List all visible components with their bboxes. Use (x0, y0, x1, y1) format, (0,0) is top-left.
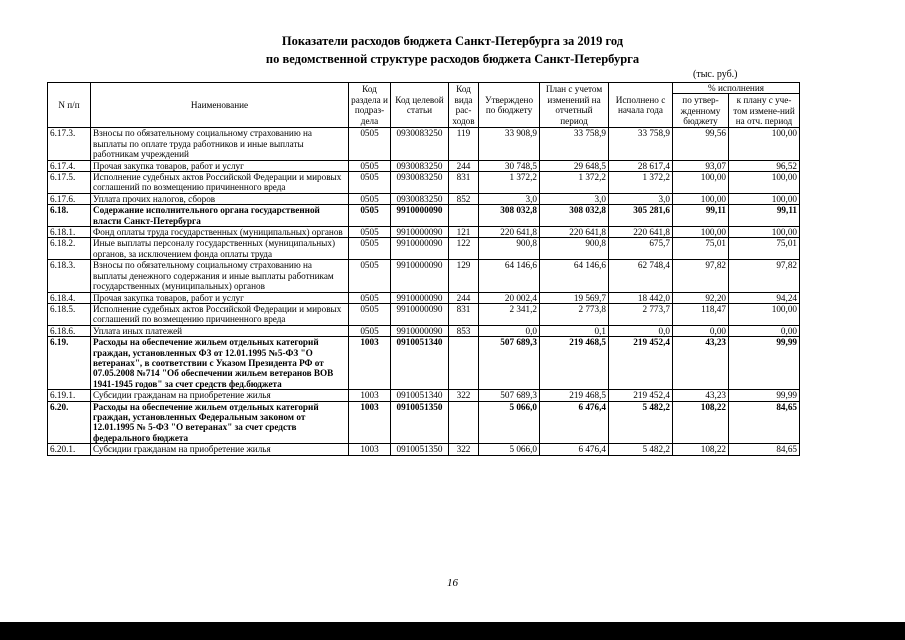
cell-rz: 0505 (349, 227, 391, 238)
cell-rz: 0505 (349, 128, 391, 160)
cell-isp: 1 372,2 (609, 172, 673, 194)
cell-p2: 94,24 (729, 292, 800, 303)
cell-p2: 100,00 (729, 172, 800, 194)
cell-name: Прочая закупка товаров, работ и услуг (91, 292, 349, 303)
cell-name: Уплата прочих налогов, сборов (91, 193, 349, 204)
cell-vr: 322 (449, 444, 479, 455)
cell-cs: 0910051350 (391, 401, 449, 444)
cell-p1: 93,07 (673, 160, 729, 171)
table-row (48, 325, 800, 336)
cell-num: 6.18.5. (48, 303, 91, 325)
cell-p2: 99,99 (729, 390, 800, 401)
cell-name: Взносы по обязательному социальному страхованию на выплаты по оплате труда работников и иные выплаты работникам учреждений (91, 128, 349, 160)
cell-isp: 0,0 (609, 325, 673, 336)
cell-name: Расходы на обеспечение жильем отдельных категорий граждан, установленных Федеральным законом от 12.01.1995 № 5-ФЗ "О ветеранах" за счет средств федерального бюджета (91, 401, 349, 444)
cell-name: Взносы по обязательному социальному страхованию на выплаты денежного содержания и иные выплаты работникам государственных (муниципальных) органов (91, 260, 349, 292)
header-approved: Утверждено по бюджету (479, 83, 540, 128)
cell-p2: 100,00 (729, 303, 800, 325)
cell-cs: 9910000090 (391, 325, 449, 336)
cell-p1: 99,56 (673, 128, 729, 160)
table-row (48, 238, 800, 260)
cell-vr: 119 (449, 128, 479, 160)
header-percent-plan: к плану с уче-том измене-ний на отч. период (729, 94, 800, 128)
cell-isp: 219 452,4 (609, 390, 673, 401)
cell-rz: 0505 (349, 303, 391, 325)
cell-plan: 2 773,8 (540, 303, 609, 325)
cell-vr: 244 (449, 160, 479, 171)
header-name: Наименование (91, 83, 349, 128)
cell-utv: 220 641,8 (479, 227, 540, 238)
cell-p1: 99,11 (673, 205, 729, 227)
units-label: (тыс. руб.) (693, 69, 738, 80)
cell-p1: 43,23 (673, 337, 729, 390)
table-row (48, 337, 800, 390)
cell-p2: 99,99 (729, 337, 800, 390)
cell-utv: 5 066,0 (479, 444, 540, 455)
cell-isp: 219 452,4 (609, 337, 673, 390)
cell-utv: 507 689,3 (479, 390, 540, 401)
cell-p1: 43,23 (673, 390, 729, 401)
cell-utv: 64 146,6 (479, 260, 540, 292)
cell-isp: 305 281,6 (609, 205, 673, 227)
cell-num: 6.20. (48, 401, 91, 444)
header-expense-type: Код вида рас-ходов (449, 83, 479, 128)
cell-rz: 1003 (349, 444, 391, 455)
cell-plan: 220 641,8 (540, 227, 609, 238)
cell-utv: 1 372,2 (479, 172, 540, 194)
cell-cs: 0930083250 (391, 193, 449, 204)
cell-plan: 3,0 (540, 193, 609, 204)
cell-p2: 99,11 (729, 205, 800, 227)
cell-isp: 18 442,0 (609, 292, 673, 303)
cell-plan: 900,8 (540, 238, 609, 260)
cell-plan: 0,1 (540, 325, 609, 336)
cell-num: 6.18. (48, 205, 91, 227)
cell-num: 6.18.1. (48, 227, 91, 238)
cell-vr: 129 (449, 260, 479, 292)
cell-num: 6.19. (48, 337, 91, 390)
cell-p1: 100,00 (673, 227, 729, 238)
cell-vr: 121 (449, 227, 479, 238)
cell-name: Субсидии гражданам на приобретение жилья (91, 390, 349, 401)
cell-num: 6.17.3. (48, 128, 91, 160)
table-row (48, 160, 800, 171)
page-number: 16 (447, 577, 458, 589)
cell-rz: 0505 (349, 325, 391, 336)
table-row (48, 205, 800, 227)
cell-num: 6.18.4. (48, 292, 91, 303)
budget-table (47, 82, 800, 456)
cell-p1: 0,00 (673, 325, 729, 336)
document-subtitle: по ведомственной структуре расходов бюджета Санкт-Петербурга (265, 52, 640, 66)
table-row (48, 401, 800, 444)
document-title: Показатели расходов бюджета Санкт-Петербурга за 2019 год (281, 34, 624, 48)
cell-utv: 33 908,9 (479, 128, 540, 160)
table-row (48, 444, 800, 455)
cell-p2: 100,00 (729, 227, 800, 238)
cell-name: Исполнение судебных актов Российской Федерации и мировых соглашений по возмещению причиненного вреда (91, 303, 349, 325)
cell-vr: 831 (449, 303, 479, 325)
cell-vr: 322 (449, 390, 479, 401)
cell-utv: 5 066,0 (479, 401, 540, 444)
cell-vr (449, 337, 479, 390)
header-razdel: Код раздела и подраз-дела (349, 83, 391, 128)
cell-name: Уплата иных платежей (91, 325, 349, 336)
cell-name: Расходы на обеспечение жильем отдельных категорий граждан, установленных ФЗ от 12.01.1995 №5-ФЗ "О ветеранах", в соответствии с Указом Президента РФ от 07.05.2008 №714 "Об обеспечении жильем ветеранов ВОВ 1941-1945 годов" за счет средств фед.бюджета (91, 337, 349, 390)
cell-isp: 3,0 (609, 193, 673, 204)
cell-isp: 33 758,9 (609, 128, 673, 160)
cell-vr: 244 (449, 292, 479, 303)
table-row (48, 128, 800, 160)
cell-vr (449, 401, 479, 444)
cell-plan: 19 569,7 (540, 292, 609, 303)
cell-utv: 0,0 (479, 325, 540, 336)
cell-p1: 108,22 (673, 444, 729, 455)
cell-p1: 118,47 (673, 303, 729, 325)
cell-num: 6.17.5. (48, 172, 91, 194)
cell-cs: 0930083250 (391, 172, 449, 194)
cell-num: 6.17.6. (48, 193, 91, 204)
table-row (48, 172, 800, 194)
cell-p1: 108,22 (673, 401, 729, 444)
cell-cs: 0930083250 (391, 128, 449, 160)
cell-p2: 0,00 (729, 325, 800, 336)
cell-rz: 1003 (349, 337, 391, 390)
cell-rz: 0505 (349, 160, 391, 171)
cell-rz: 0505 (349, 193, 391, 204)
cell-cs: 0910051350 (391, 444, 449, 455)
cell-num: 6.17.4. (48, 160, 91, 171)
cell-name: Субсидии гражданам на приобретение жилья (91, 444, 349, 455)
header-plan: План с учетом изменений на отчетный период (540, 83, 609, 128)
cell-utv: 30 748,5 (479, 160, 540, 171)
cell-name: Исполнение судебных актов Российской Федерации и мировых соглашений по возмещению причиненного вреда (91, 172, 349, 194)
table-row (48, 193, 800, 204)
cell-rz: 1003 (349, 390, 391, 401)
table-row (48, 260, 800, 292)
cell-isp: 2 773,7 (609, 303, 673, 325)
cell-cs: 9910000090 (391, 303, 449, 325)
cell-plan: 6 476,4 (540, 444, 609, 455)
cell-isp: 62 748,4 (609, 260, 673, 292)
scan-border (0, 622, 905, 640)
cell-rz: 0505 (349, 260, 391, 292)
cell-plan: 219 468,5 (540, 337, 609, 390)
cell-plan: 1 372,2 (540, 172, 609, 194)
header-num: N п/п (48, 83, 91, 128)
cell-num: 6.20.1. (48, 444, 91, 455)
table-row (48, 303, 800, 325)
cell-vr: 831 (449, 172, 479, 194)
cell-name: Иные выплаты персоналу государственных (муниципальных) органов, за исключением фонда оплаты труда (91, 238, 349, 260)
header-executed: Исполнено с начала года (609, 83, 673, 128)
cell-p1: 100,00 (673, 193, 729, 204)
cell-plan: 6 476,4 (540, 401, 609, 444)
cell-p2: 97,82 (729, 260, 800, 292)
cell-isp: 5 482,2 (609, 401, 673, 444)
cell-cs: 0930083250 (391, 160, 449, 171)
cell-cs: 9910000090 (391, 227, 449, 238)
cell-utv: 3,0 (479, 193, 540, 204)
cell-rz: 0505 (349, 172, 391, 194)
cell-cs: 0910051340 (391, 390, 449, 401)
cell-name: Фонд оплаты труда государственных (муниципальных) органов (91, 227, 349, 238)
cell-num: 6.18.3. (48, 260, 91, 292)
cell-p1: 97,82 (673, 260, 729, 292)
cell-cs: 9910000090 (391, 260, 449, 292)
cell-p1: 100,00 (673, 172, 729, 194)
cell-vr: 852 (449, 193, 479, 204)
header-target: Код целевой статьи (391, 83, 449, 128)
cell-p2: 84,65 (729, 401, 800, 444)
cell-vr: 122 (449, 238, 479, 260)
cell-vr (449, 205, 479, 227)
cell-isp: 5 482,2 (609, 444, 673, 455)
cell-num: 6.18.2. (48, 238, 91, 260)
cell-num: 6.18.6. (48, 325, 91, 336)
cell-rz: 0505 (349, 238, 391, 260)
header-percent: % исполнения (673, 83, 800, 94)
cell-num: 6.19.1. (48, 390, 91, 401)
cell-cs: 9910000090 (391, 205, 449, 227)
cell-plan: 64 146,6 (540, 260, 609, 292)
cell-p2: 84,65 (729, 444, 800, 455)
table-row (48, 227, 800, 238)
cell-cs: 0910051340 (391, 337, 449, 390)
cell-rz: 0505 (349, 292, 391, 303)
cell-p2: 100,00 (729, 193, 800, 204)
cell-name: Прочая закупка товаров, работ и услуг (91, 160, 349, 171)
table-row (48, 292, 800, 303)
header-percent-approved: по утвер-жденному бюджету (673, 94, 729, 128)
cell-cs: 9910000090 (391, 238, 449, 260)
cell-isp: 675,7 (609, 238, 673, 260)
cell-rz: 1003 (349, 401, 391, 444)
cell-utv: 2 341,2 (479, 303, 540, 325)
cell-isp: 28 617,4 (609, 160, 673, 171)
cell-cs: 9910000090 (391, 292, 449, 303)
table-row (48, 390, 800, 401)
cell-p1: 92,20 (673, 292, 729, 303)
cell-utv: 308 032,8 (479, 205, 540, 227)
cell-p2: 75,01 (729, 238, 800, 260)
cell-isp: 220 641,8 (609, 227, 673, 238)
cell-utv: 900,8 (479, 238, 540, 260)
cell-plan: 33 758,9 (540, 128, 609, 160)
cell-plan: 308 032,8 (540, 205, 609, 227)
cell-p1: 75,01 (673, 238, 729, 260)
cell-p2: 100,00 (729, 128, 800, 160)
cell-vr: 853 (449, 325, 479, 336)
cell-utv: 507 689,3 (479, 337, 540, 390)
cell-rz: 0505 (349, 205, 391, 227)
cell-plan: 29 648,5 (540, 160, 609, 171)
cell-plan: 219 468,5 (540, 390, 609, 401)
cell-p2: 96,52 (729, 160, 800, 171)
cell-name: Содержание исполнительного органа государственной власти Санкт-Петербурга (91, 205, 349, 227)
cell-utv: 20 002,4 (479, 292, 540, 303)
